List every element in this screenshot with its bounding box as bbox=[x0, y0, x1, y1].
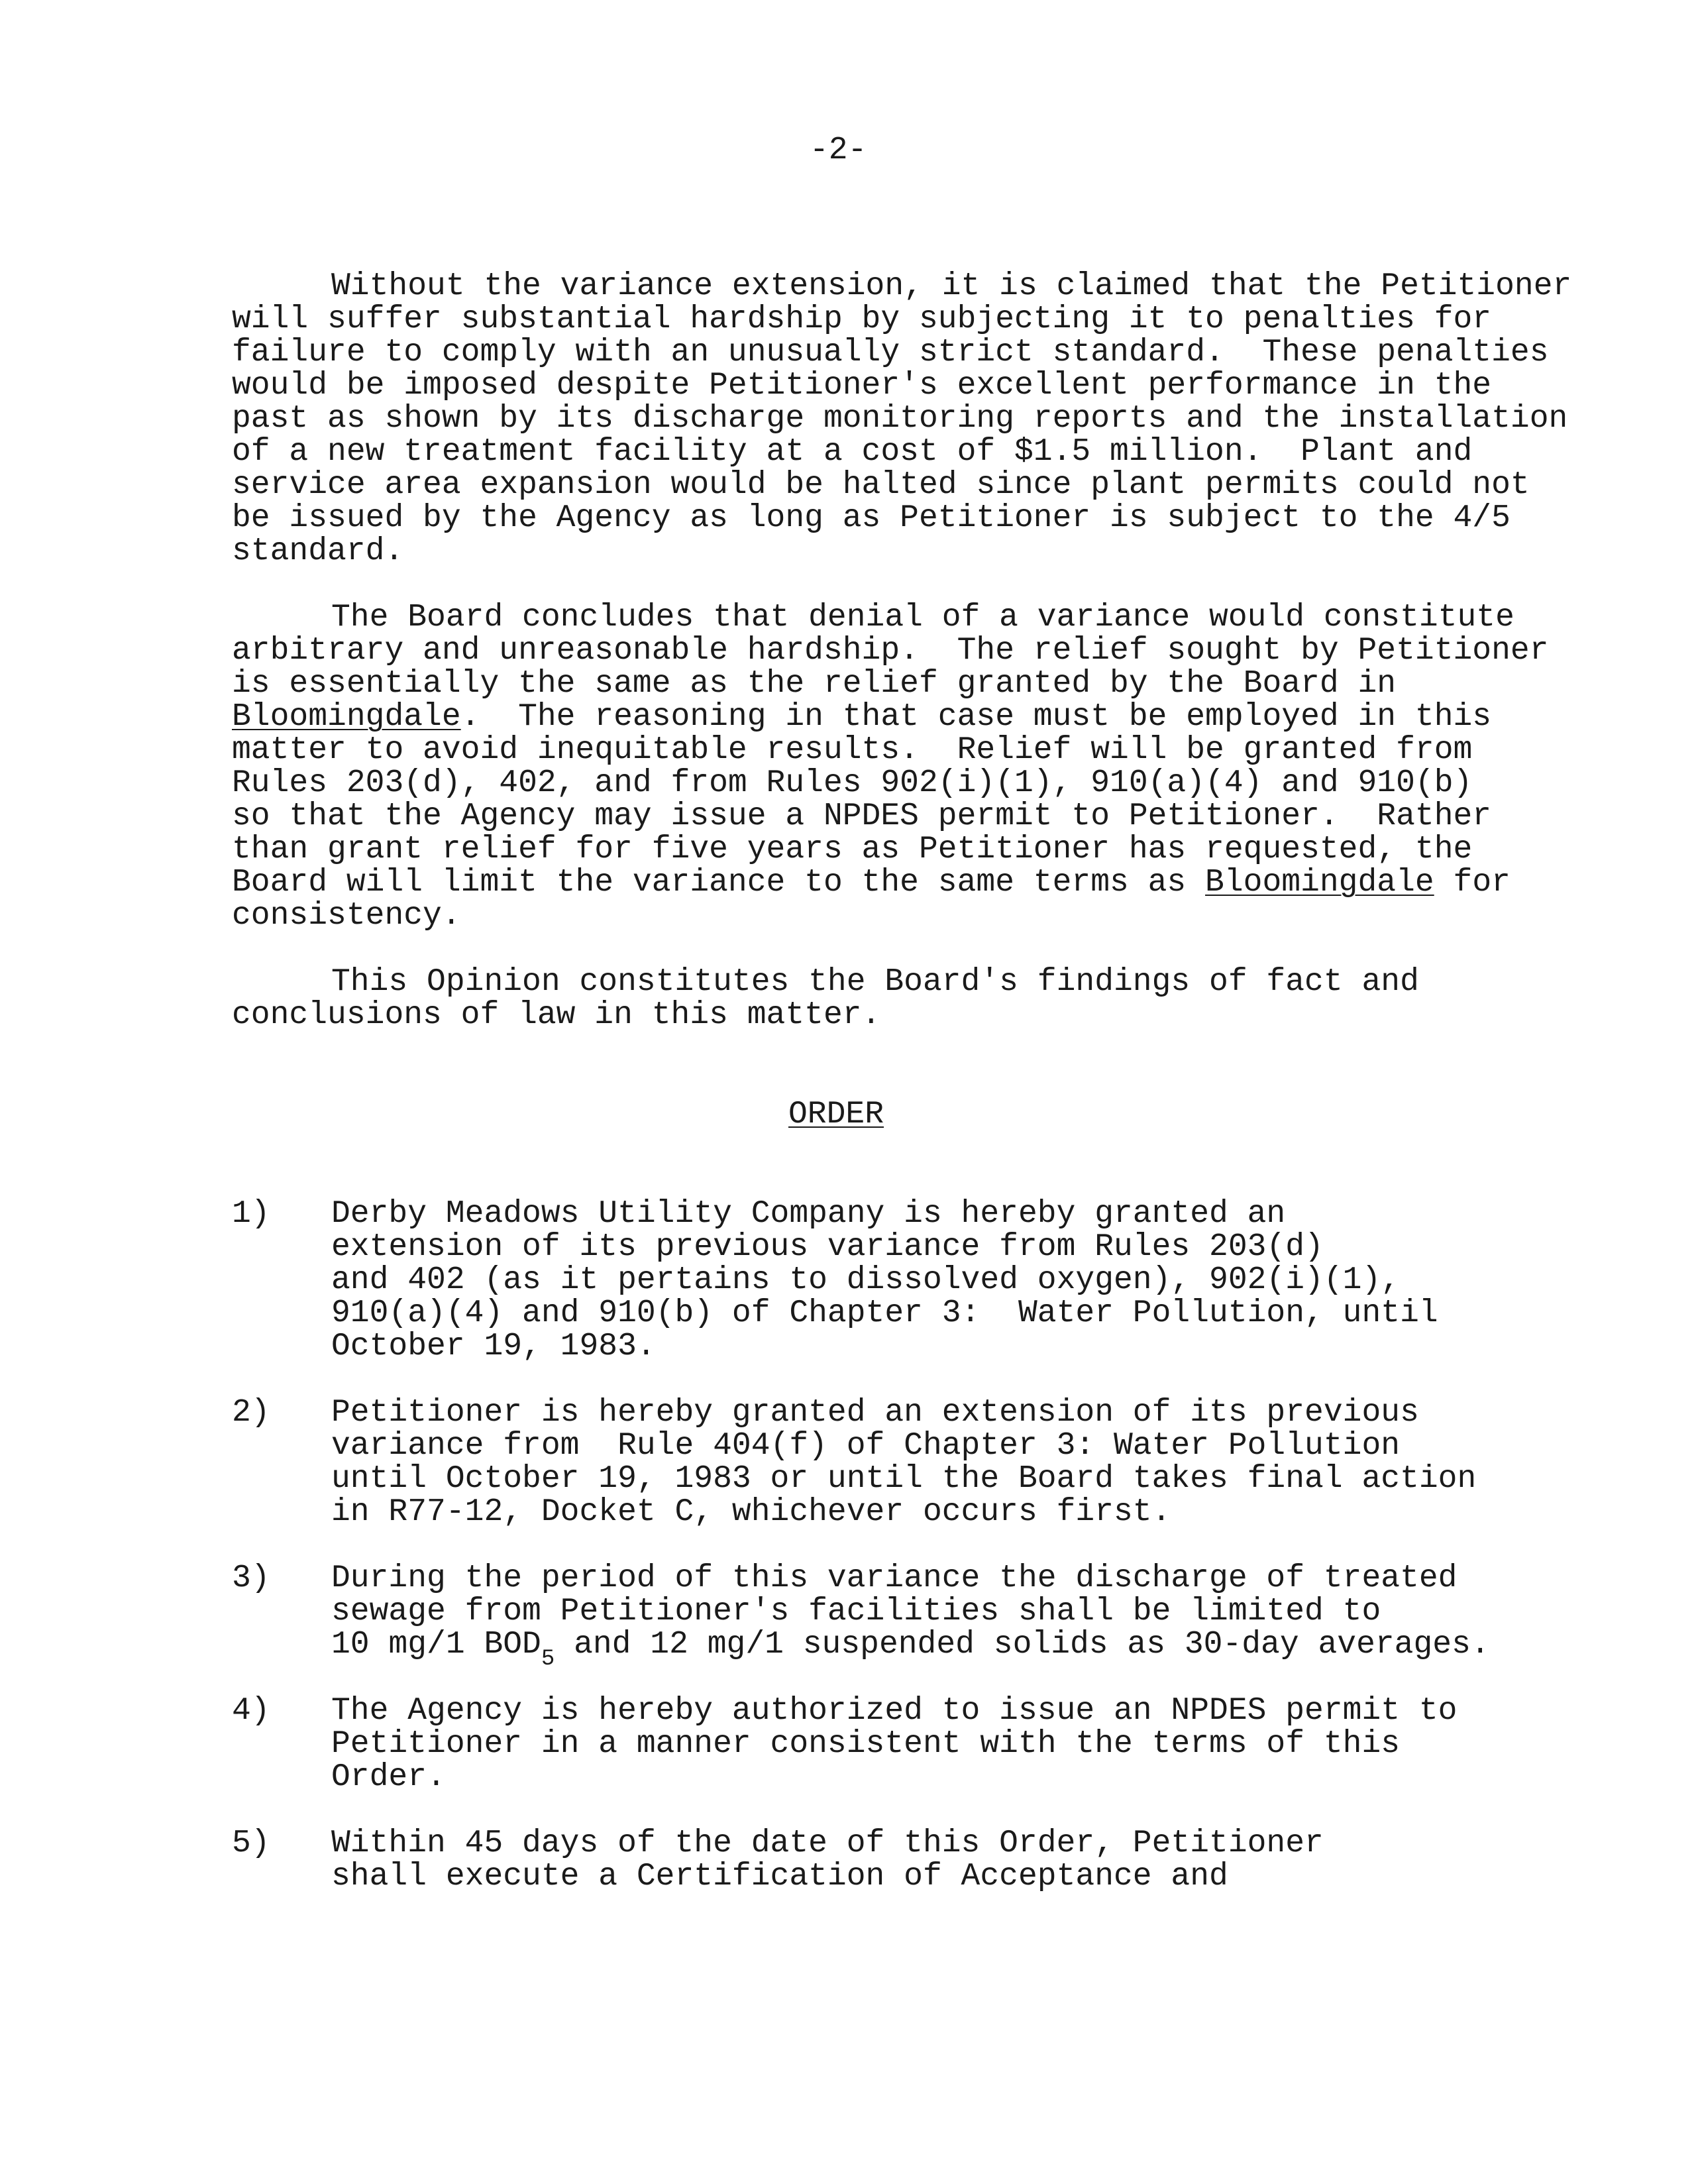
subscript: 5 bbox=[541, 1647, 555, 1672]
text-line: until October 19, 1983 or until the Board takes final action bbox=[331, 1461, 1477, 1497]
text-line: so that the Agency may issue a NPDES permit to Petitioner. Rather bbox=[232, 798, 1492, 834]
text-line: Within 45 days of the date of this Order, Petitioner bbox=[331, 1826, 1324, 1861]
text-line: would be imposed despite Petitioner's excellent performance in the bbox=[232, 368, 1492, 404]
text-line: in R77-12, Docket C, whichever occurs first. bbox=[331, 1494, 1171, 1530]
text-line: variance from Rule 404(f) of Chapter 3: Water Pollution bbox=[331, 1428, 1401, 1464]
text-line: The Agency is hereby authorized to issue an NPDES permit to bbox=[331, 1693, 1458, 1729]
page-number: -2- bbox=[810, 133, 867, 168]
text-line: will suffer substantial hardship by subjecting it to penalties for bbox=[232, 301, 1492, 337]
text-line: Petitioner in a manner consistent with the terms of this bbox=[331, 1726, 1401, 1762]
text-segment: for bbox=[1434, 865, 1510, 901]
text-line: service area expansion would be halted since plant permits could not bbox=[232, 467, 1530, 503]
text-segment: and 12 mg/1 suspended solids as 30-day averages. bbox=[555, 1627, 1490, 1663]
text-segment: Board will limit the variance to the same terms as bbox=[232, 865, 1206, 901]
text-line bbox=[331, 1627, 1490, 1672]
text-line: matter to avoid inequitable results. Relief will be granted from bbox=[232, 732, 1473, 768]
text-line: past as shown by its discharge monitoring reports and the installation bbox=[232, 401, 1568, 437]
text-line: of a new treatment facility at a cost of $1.5 million. Plant and bbox=[232, 434, 1473, 470]
text-line bbox=[232, 866, 1510, 899]
text-line: During the period of this variance the discharge of treated bbox=[331, 1560, 1458, 1596]
text-line: shall execute a Certification of Acceptance and bbox=[331, 1859, 1228, 1894]
text-line: failure to comply with an unusually strict standard. These penalties bbox=[232, 335, 1549, 370]
text-line: The Board concludes that denial of a variance would constitute bbox=[331, 600, 1514, 635]
text-line: and 402 (as it pertains to dissolved oxygen), 902(i)(1), bbox=[331, 1262, 1401, 1298]
text-segment: . The reasoning in that case must be employed in this bbox=[460, 699, 1492, 735]
order-item-number: 1) bbox=[232, 1196, 270, 1232]
text-segment: 10 mg/1 BOD bbox=[331, 1627, 541, 1663]
text-line: 910(a)(4) and 910(b) of Chapter 3: Water Pollution, until bbox=[331, 1295, 1438, 1331]
order-item-number: 5) bbox=[232, 1826, 270, 1861]
text-line: conclusions of law in this matter. bbox=[232, 997, 881, 1033]
text-line: extension of its previous variance from Rules 203(d) bbox=[331, 1229, 1324, 1265]
text-line: is essentially the same as the relief granted by the Board in bbox=[232, 666, 1397, 702]
text-line: arbitrary and unreasonable hardship. The relief sought by Petitioner bbox=[232, 633, 1549, 669]
text-line: consistency. bbox=[232, 898, 461, 934]
text-line: sewage from Petitioner's facilities shall be limited to bbox=[331, 1594, 1381, 1629]
order-item-number: 3) bbox=[232, 1560, 270, 1596]
order-item-number: 4) bbox=[232, 1693, 270, 1729]
order-heading: ORDER bbox=[788, 1097, 884, 1132]
text-line: Petitioner is hereby granted an extension of its previous bbox=[331, 1395, 1419, 1431]
text-line: Without the variance extension, it is claimed that the Petitioner bbox=[331, 268, 1572, 304]
text-line: Order. bbox=[331, 1759, 446, 1795]
text-line: October 19, 1983. bbox=[331, 1329, 656, 1364]
text-line: than grant relief for five years as Petitioner has requested, the bbox=[232, 832, 1473, 867]
text-line: standard. bbox=[232, 533, 404, 569]
text-line: This Opinion constitutes the Board's findings of fact and bbox=[331, 964, 1419, 1000]
text-line: Derby Meadows Utility Company is hereby granted an bbox=[331, 1196, 1286, 1232]
case-citation-bloomingdale: Bloomingdale bbox=[232, 699, 461, 735]
text-line: Rules 203(d), 402, and from Rules 902(i)(1), 910(a)(4) and 910(b) bbox=[232, 765, 1473, 801]
case-citation-bloomingdale: Bloomingdale bbox=[1205, 865, 1434, 901]
text-line bbox=[232, 700, 1491, 734]
order-item-number: 2) bbox=[232, 1395, 270, 1431]
text-line: be issued by the Agency as long as Petitioner is subject to the 4/5 bbox=[232, 500, 1510, 536]
